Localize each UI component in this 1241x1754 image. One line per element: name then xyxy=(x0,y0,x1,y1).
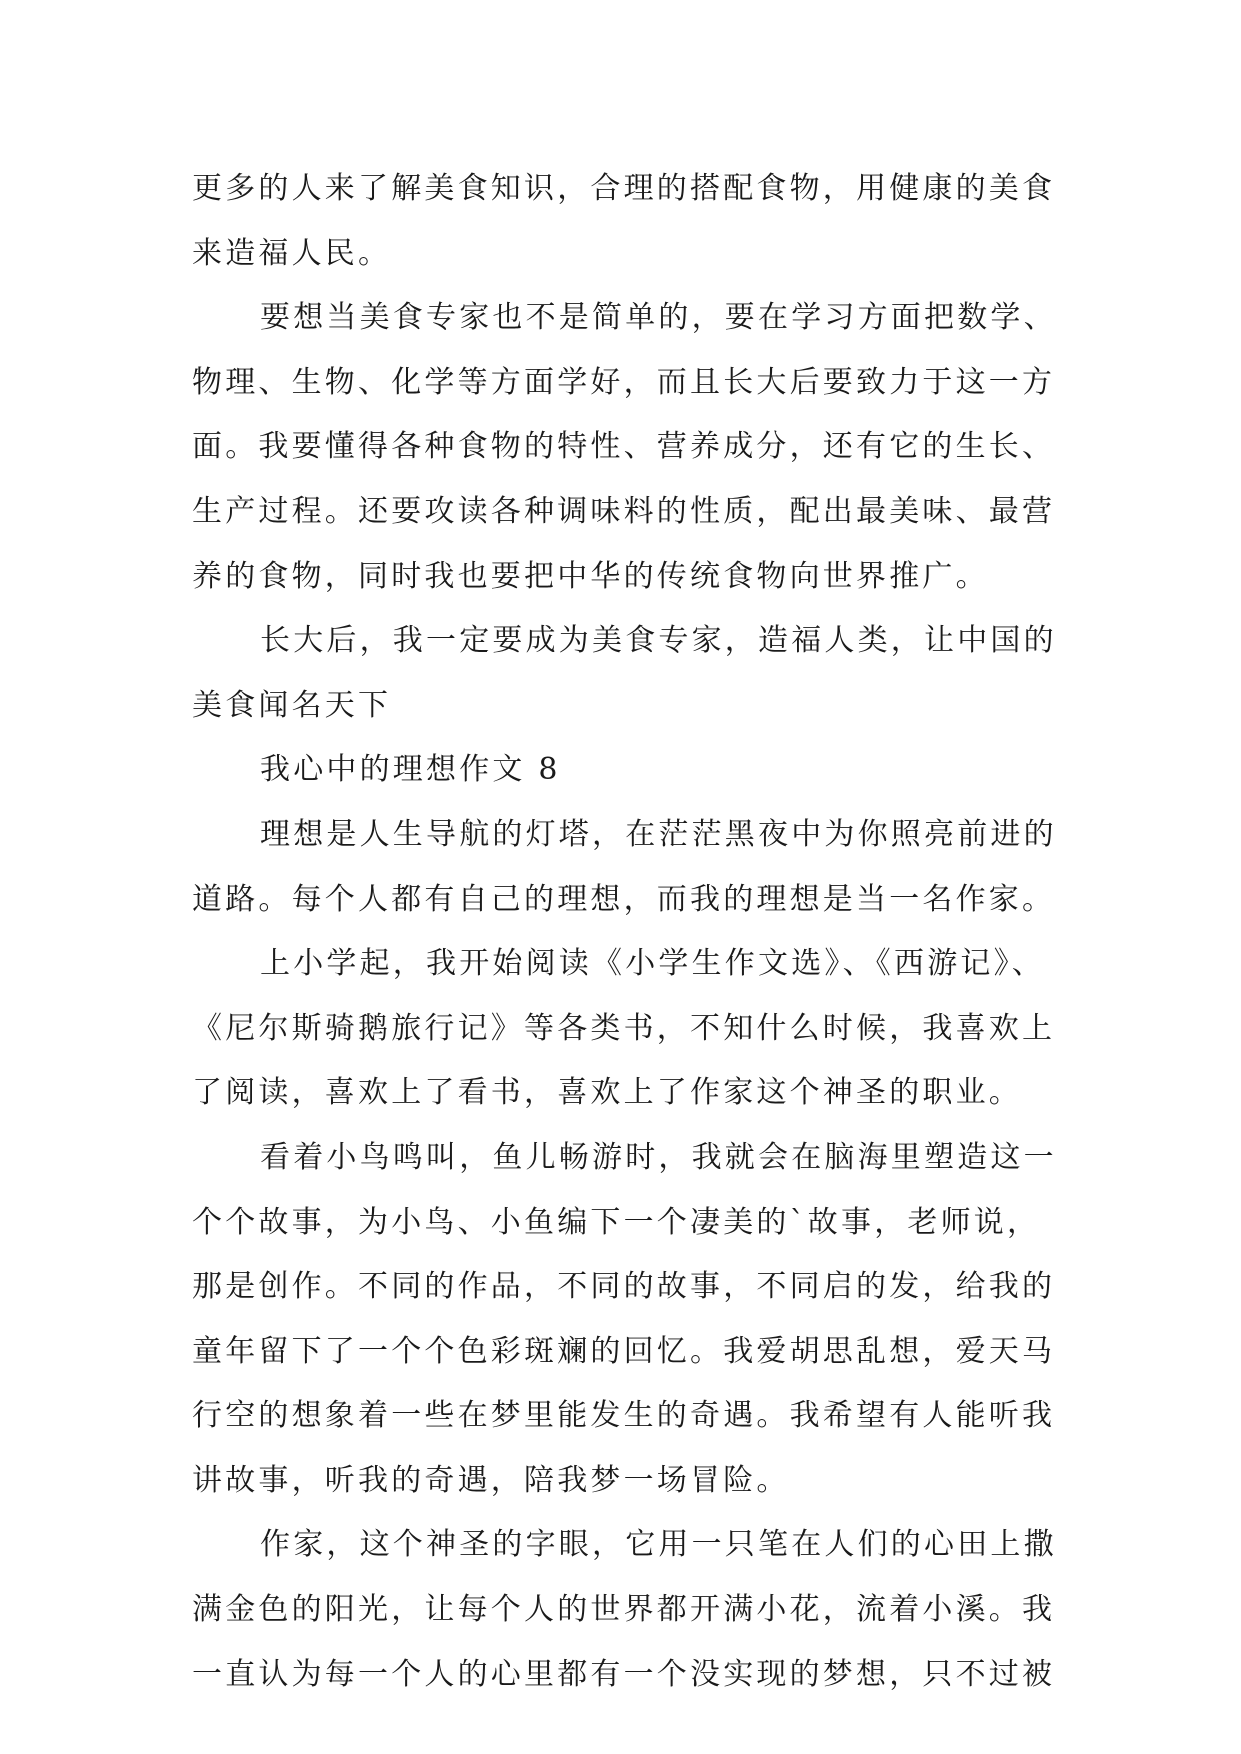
paragraph: 理想是人生导航的灯塔，在茫茫黑夜中为你照亮前进的道路。每个人都有自己的理想，而我的理想是当一名作家。 xyxy=(192,816,1057,917)
paragraph: 要想当美食专家也不是简单的，要在学习方面把数学、物理、生物、化学等方面学好，而且长大后要致力于这一方面。我要懂得各种食物的特性、营养成分，还有它的生长、生产过程。还要攻读各种调味料的性质，配出最美味、最营养的食物，同时我也要把中华的传统食物向世界推广。 xyxy=(192,300,1057,594)
section-heading: 我心中的理想作文 8 xyxy=(260,752,561,788)
paragraph: 长大后，我一定要成为美食专家，造福人类，让中国的美食闻名天下 xyxy=(192,623,1057,723)
paragraph: 看着小鸟鸣叫，鱼儿畅游时，我就会在脑海里塑造这一个个故事，为小鸟、小鱼编下一个凄美的`故事，老师说，那是创作。不同的作品，不同的故事，不同启的发，给我的童年留下了一个个色彩斑斓的回忆。我爱胡思乱想，爱天马行空的想象着一些在梦里能发生的奇遇。我希望有人能听我讲故事，听我的奇遇，陪我梦一场冒险。 xyxy=(192,1139,1057,1498)
paragraph: 更多的人来了解美食知识，合理的搭配食物，用健康的美食来造福人民。 xyxy=(192,171,1056,271)
paragraph: 作家，这个神圣的字眼，它用一只笔在人们的心田上撒满金色的阳光，让每个人的世界都开满小花，流着小溪。我一直认为每一个人的心里都有一个没实现的梦想，只不过被 xyxy=(192,1527,1057,1692)
document-body xyxy=(192,157,1072,1707)
paragraph: 上小学起，我开始阅读《小学生作文选》、《西游记》、《尼尔斯骑鹅旅行记》等各类书，不知什么时候，我喜欢上了阅读，喜欢上了看书，喜欢上了作家这个神圣的职业。 xyxy=(192,946,1056,1111)
